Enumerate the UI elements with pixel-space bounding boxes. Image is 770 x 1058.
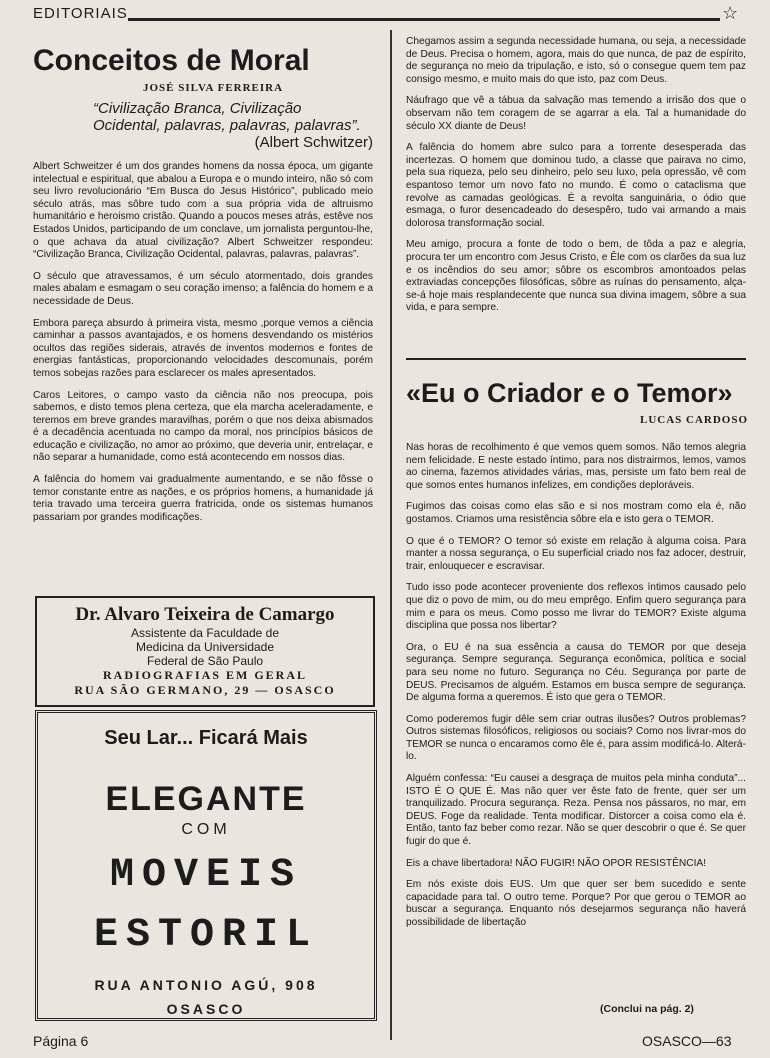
ad-address: RUA ANTONIO AGÚ, 908 — [94, 977, 318, 993]
column-divider — [390, 30, 392, 1040]
paragraph: Caros Leitores, o campo vasto da ciência não nos preocupa, pois sabemos, e disto temos plena certeza, que ela marcha aceleradamente, e teremos em breve grandes maravilhas, porém o que nos deixa abismados é a decadência acentuada no campo da moral, nos princípios básicos de educação e civilização, no amor ao próximo, que deveria unir, entrelaçar, e não separar a humanidade, como está acontecendo em nossos dias. — [33, 389, 373, 464]
paragraph: Fugimos das coisas como elas são e si nos mostram como ela é, não gostamos. Criamos uma resistência sôbre ela e isto gera o TEMOR. — [406, 501, 746, 525]
page-number: Página 6 — [33, 1033, 89, 1049]
continued-note: (Conclui na pág. 2) — [600, 1003, 694, 1015]
moveis-ad — [35, 710, 377, 1021]
ad-com: COM — [181, 821, 231, 838]
article1-author: JOSÉ SILVA FERREIRA — [143, 82, 284, 94]
doctor-line: Assistente da Faculdade de — [130, 626, 280, 640]
doctor-ad — [35, 596, 375, 707]
article1-quote — [93, 100, 373, 151]
ad-brand-line1: MOVEIS — [109, 853, 303, 898]
paragraph: O século que atravessamos, é um século atormentado, dois grandes males abalam e esmagam o seu coração imenso; a falência do homem e a necessidade de Deus. — [33, 270, 373, 307]
doctor-address: RUA SÃO GERMANO, 29 — OSASCO — [74, 683, 336, 697]
paragraph: Nas horas de recolhimento é que vemos quem somos. Não temos alegria nem felicidade. E neste estado íntimo, para nos distrairmos, lemos, vamos ao cinema, fazemos atividades várias, mas, persiste um fato bem real de que somos entes humanos infelizes, em condições deploráveis. — [406, 442, 746, 491]
paragraph: Em nós existe dois EUS. Um que quer ser bem sucedido e sente capacidade para tal. O outro teme. Porque? Por que gerou o TEMOR ao buscar a segurança. Enquanto nós desejarmos segurança não haverá possibilidade de libertação — [406, 879, 746, 928]
ad-headline: ELEGANTE — [105, 780, 307, 818]
paragraph: Alguém confessa: “Eu causei a desgraça de muitos pela minha conduta”... ISTO É O QUE É. Mas não quer ver êste fato de frente, quer ser um tranquilizado. Procura segurança. Reza. Pensa nos pássaros, no mar, em DEUS. Foge da realidade. Tenta modificar. Distorcer a coisa como ela é. Então, tanto faz beber como rezar. Não se quer descobrir o que é. Se quer fugir do que é. — [406, 773, 746, 848]
ad-brand-line2: ESTORIL — [93, 913, 319, 958]
article2-author: LUCAS CARDOSO — [640, 414, 749, 426]
doctor-name: Dr. Alvaro Teixeira de Camargo — [75, 604, 335, 625]
doctor-line: Medicina da Universidade — [135, 640, 275, 654]
ad-tagline: Seu Lar... Ficará Mais — [104, 727, 308, 749]
paragraph: Chegamos assim a segunda necessidade humana, ou seja, a necessidade de Deus. Precisa o homem, agora, mais do que nunca, de paz de espírito, de segurança no meio da tripulação, e isto, só o consegue quem tem paz consigo mesmo, e muito mais do que isto, paz com Deus. — [406, 36, 746, 85]
article1-column — [33, 36, 373, 533]
paragraph: Albert Schweitzer é um dos grandes homens da nossa época, um gigante intelectual e espiritual, que abalou a Europa e o mundo inteiro, não só com seu livro revolucionário “Em Busca do Jesus Histórico”, publicado meio século atrás, mas sôbre tudo com a sua própria vida de altruismo humanitário e heroismo cristão. Quando a poucos meses atrás, estêve nos Estados Unidos, participando de um conclave, um jornalista perguntou-lhe, o que achava da atual civilização? Albert Schweitzer respondeu: “Civilização Branca, Civilização Ocidental, palavras, palavras, palavras”. — [33, 161, 373, 261]
paragraph: A falência do homem vai gradualmente aumentando, e se não fôsse o temor constante entre as nações, e os próprios homens, a humanidade já teria travado uma terceira guerra fratricida, onde os sistemas humanos passariam por grandes modificações. — [33, 474, 373, 523]
doctor-services: RADIOGRAFIAS EM GERAL — [102, 668, 307, 682]
issue-label: OSASCO—63 — [642, 1033, 732, 1049]
paragraph: Náufrago que vê a tábua da salvação mas temendo a irrisão dos que o observam não tem coragem de se agarrar a ela. Tal a humanidade do século XX diante de Deus! — [406, 95, 746, 132]
article1-continued — [406, 36, 746, 324]
top-rule — [128, 18, 720, 21]
quote-attribution: (Albert Schwitzer) — [254, 134, 373, 151]
ad-city: OSASCO — [166, 1001, 246, 1017]
paragraph: Como poderemos fugir dêle sem criar outras ilusões? Outros problemas? Outros sistemas filosóficos, religiosos ou sociais? Como nos livrar-mos do TEMOR se nunca o encaramos como êle é, para assim modificá-lo. Alterá-lo. — [406, 713, 746, 763]
star-icon: ☆ — [722, 3, 739, 23]
paragraph: Eis a chave libertadora! NÃO FUGIR! NÃO OPOR RESISTÊNCIA! — [406, 857, 707, 869]
paragraph: Ora, o EU é na sua essência a causa do TEMOR por que deseja segurança. Sempre segurança. Segurança econômica, política e social para seu nome no futuro. Segurança no Céu. Segurança por parte de DEUS. Precisamos de alguém. Estamos em busca sempre de segurança. De alguma forma a queremos. É isto que gera o TEMOR. — [406, 641, 746, 704]
quote-text: “Civilização Branca, Civilização Ocidental, palavras, palavras, palavras”. — [93, 100, 361, 134]
paragraph: Embora pareça absurdo à primeira vista, mesmo ,porque vemos a ciência caminhar a passos avantajados, e os homens desvendando os mistérios ocultos das regiões siderais, através de inventos modernos e fontes de energias fantásticas, proporcionando velocidades descomunais, porém temos sobejas razões para esclarecer os males apresentados. — [33, 317, 373, 379]
paragraph: Meu amigo, procura a fonte de todo o bem, de tôda a paz e alegria, procura ter um encontro com Jesus Cristo, e Êle com os clarões da sua luz e os incêndios do seu amor; sôbre os escombros amontoados pelas extraviadas concepções filosóficas, sôbre as ruínas do pensamento, alça-se-á hoje mais resplandecente que nunca sua divina imagem, sôbre a sua vida, e para sempre. — [406, 239, 746, 314]
doctor-line: Federal de São Paulo — [146, 654, 264, 668]
article2-title: «Eu o Criador e o Temor» — [406, 378, 733, 408]
article1-title: Conceitos de Moral — [33, 44, 310, 77]
paragraph: O que é o TEMOR? O temor só existe em relação à alguma coisa. Para manter a nossa segurança, o Eu superficial criado nos faz adocer, destruir, trair, enlouquecer e escravisar. — [406, 535, 746, 572]
paragraph: A falência do homem abre sulco para a torrente desesperada das incertezas. O homem que dominou tudo, a classe que pairava no cimo, pela sua riqueza, pelo seu dinheiro, pelo seu luxo, pela opressão, vê com espantoso temor um novo fato no mundo. É como o cataclisma que revolve as camadas geológicas. É a revolta sanguinária, o ódio que esmaga, o furor desencadeado do desespêro, tudo vai armando a mais dolorosa transformação social. — [406, 142, 746, 229]
section-tag: EDITORIAIS — [33, 5, 128, 22]
article2-column — [406, 442, 746, 939]
paragraph: Tudo isso pode acontecer proveniente dos reflexos íntimos causado pelo que diz o povo de mim, ou do meu emprêgo. Enfim quero segurança para mim e para os meus. Como posso me livrar do TEMOR? Existe alguma disciplina que possa nos libertar? — [406, 582, 746, 632]
section-separator — [406, 358, 746, 360]
